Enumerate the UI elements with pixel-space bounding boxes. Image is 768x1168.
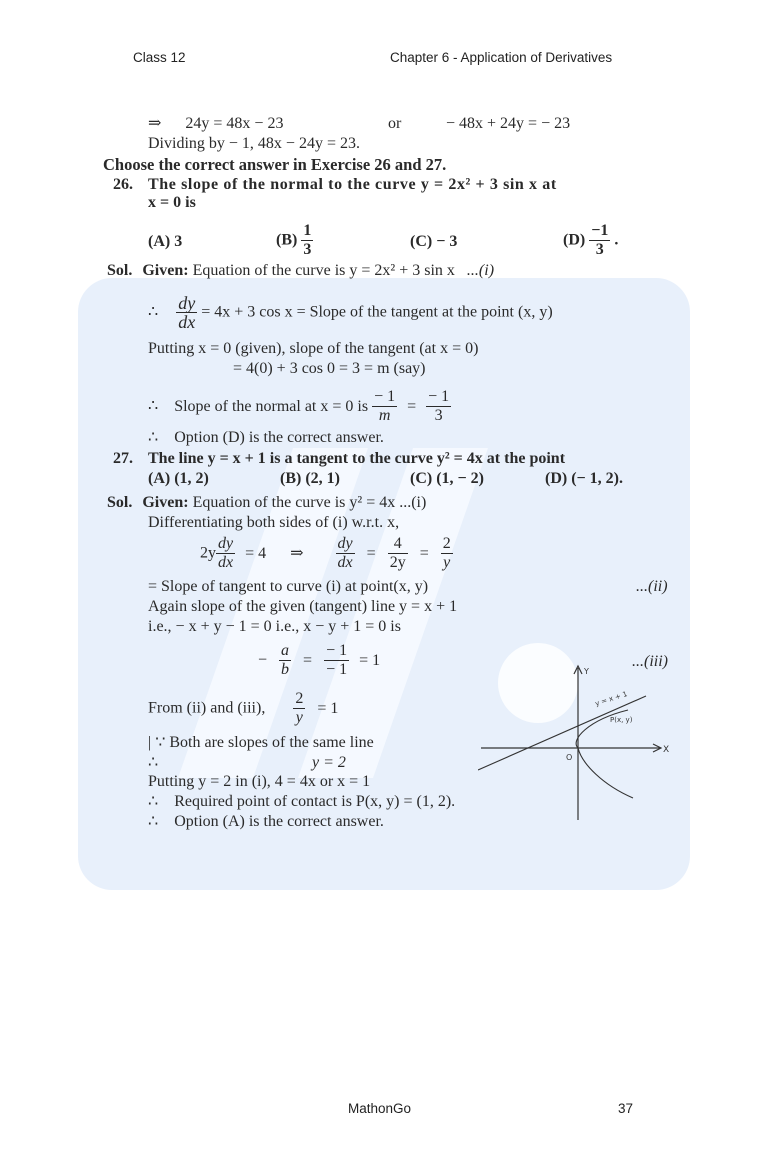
q27-solution-given: Sol. Given: Equation of the curve is y² = 4x ...(i) (107, 494, 427, 511)
prev-line-2: Dividing by − 1, 48x − 24y = 23. (148, 135, 360, 152)
q27-since-line: | ∵ Both are slopes of the same line (148, 734, 374, 751)
q26-putting-line: Putting x = 0 (given), slope of the tangent (at x = 0) (148, 340, 479, 357)
q26-text-line2: x = 0 is (148, 194, 196, 211)
q26-option-d: (D) $\frac{-1}{3}$ . (563, 222, 619, 258)
svg-text:P(x, y): P(x, y) (610, 716, 633, 724)
q26-solution-given: Sol. Given: Equation of the curve is y = 2x² + 3 sin x ...(i) (107, 262, 495, 279)
ref-ii: ...(ii) (636, 578, 668, 595)
q27-again-line: Again slope of the given (tangent) line y = x + 1 (148, 598, 458, 615)
q26-number: 26. (113, 176, 133, 193)
implies-symbol: ⇒ (148, 115, 162, 132)
q27-option-b: (B) (2, 1) (280, 470, 340, 487)
q27-therefore-symbol: ∴ (148, 754, 159, 771)
q27-option-a: (A) (1, 2) (148, 470, 209, 487)
q26-putting-result: = 4(0) + 3 cos 0 = 3 = m (say) (233, 360, 426, 377)
q27-putting-line: Putting y = 2 in (i), 4 = 4x or x = 1 (148, 773, 371, 790)
svg-text:X: X (663, 745, 670, 755)
prev-line-1 (148, 115, 283, 133)
q26-conclusion: ∴ Option (D) is the correct answer. (148, 429, 384, 446)
equation: 24y = 48x − 23 (185, 115, 284, 132)
q27-from-line: From (ii) and (iii), $\frac{2}{y}$ = 1 (148, 690, 339, 726)
q26-normal-line: ∴ Slope of the normal at x = 0 is $\frac{- 1}{m}$ = $\frac{- 1}{3}$ (148, 388, 450, 424)
q26-derivative-line: ∴ $\frac{dy}{dx}$ = 4x + 3 cos x = Slope of the tangent at the point (x, y) (148, 293, 553, 332)
q26-option-c: (C) − 3 (410, 233, 458, 250)
page-number: 37 (618, 1101, 634, 1116)
q27-option-c: (C) (1, − 2) (410, 470, 484, 487)
header-chapter-title: Chapter 6 - Application of Derivatives (390, 50, 613, 65)
q27-text: The line y = x + 1 is a tangent to the curve y² = 4x at the point (148, 450, 566, 467)
q26-option-b: (B) $\frac{1}{3}$ (276, 222, 312, 258)
header-class-label: Class 12 (133, 50, 186, 65)
ref-iii: ...(iii) (632, 653, 668, 670)
q27-number: 27. (113, 450, 133, 467)
q27-derivative-equation: 2y $\frac{dy}{dx}$ = 4 ⇒ $\frac{dy}{dx}$ = $\frac{4}{2y}$ = $\frac{2}{y}$ (200, 535, 451, 571)
or-text: or (388, 115, 402, 132)
equation-alt: − 48x + 24y = − 23 (446, 115, 571, 132)
q27-slope-fraction: − $\frac{a}{b}$ = $\frac{- 1}{- 1}$ = 1 (258, 642, 381, 678)
q27-point-line: ∴ Required point of contact is P(x, y) = (1, 2). (148, 793, 456, 810)
q27-y-equals-2: y = 2 (312, 754, 346, 771)
svg-text:O: O (566, 753, 573, 762)
q26-option-a: (A) 3 (148, 233, 183, 250)
footer-brand: MathonGo (348, 1101, 412, 1116)
tangent-parabola-graph (478, 660, 688, 835)
q27-conclusion: ∴ Option (A) is the correct answer. (148, 813, 384, 830)
q27-ie-line: i.e., − x + y − 1 = 0 i.e., x − y + 1 = 0 is (148, 618, 401, 635)
q27-diff-line: Differentiating both sides of (i) w.r.t. x, (148, 514, 400, 531)
section-heading: Choose the correct answer in Exercise 26 and 27. (103, 155, 447, 174)
q27-option-d: (D) (− 1, 2). (545, 470, 623, 487)
q26-text-line1: The slope of the normal to the curve y = 2x² + 3 sin x at (148, 176, 557, 193)
svg-text:y = x + 1: y = x + 1 (594, 689, 629, 708)
q27-slope-line: = Slope of tangent to curve (i) at point(x, y) (148, 578, 429, 595)
svg-text:Y: Y (584, 667, 589, 676)
